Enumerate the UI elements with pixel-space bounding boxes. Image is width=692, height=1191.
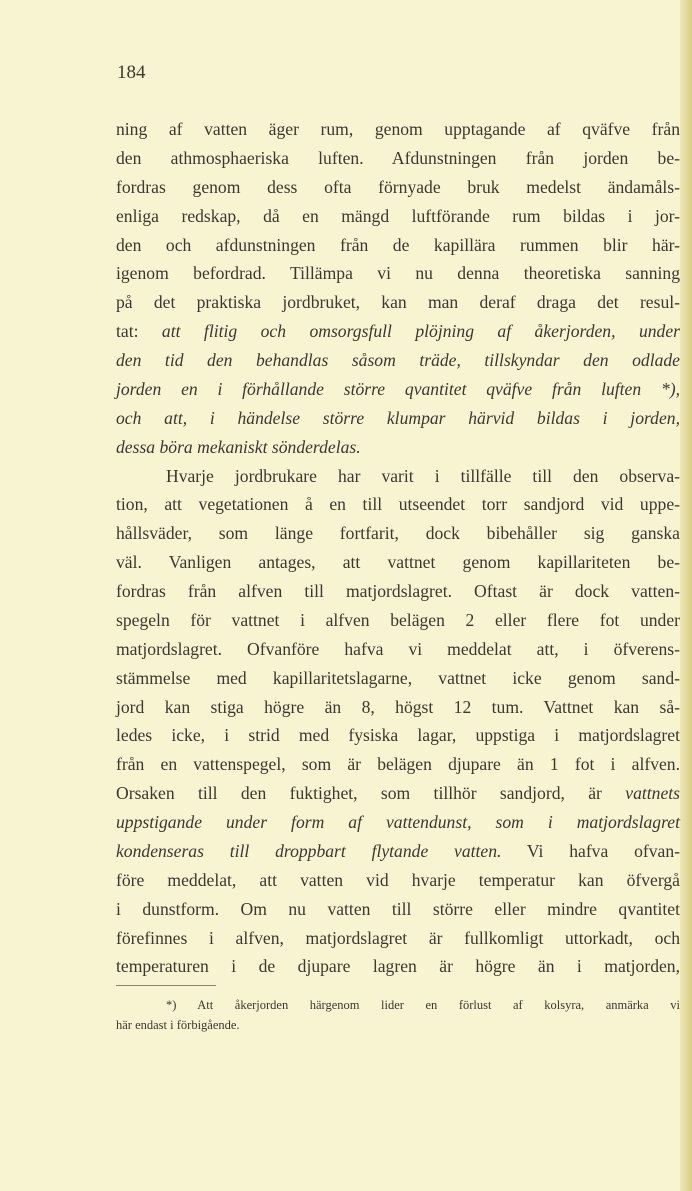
italic-text: uppstigande under form af vattendunst, som i matjordslagret bbox=[116, 812, 680, 832]
text-segment: ning af vatten äger rum, genom upptagande af qväfve från bbox=[116, 119, 680, 139]
text-segment: spegeln för vattnet i alfven belägen 2 eller flere fot under bbox=[116, 609, 680, 630]
text-segment: temperaturen i de djupare lagren är högre än i matjorden, bbox=[116, 956, 680, 977]
text-line bbox=[116, 346, 680, 375]
text-segment: matjordslagret. Ofvanföre hafva vi meddelat att, i öfverens- bbox=[116, 638, 680, 659]
text-segment: stämmelse med kapillaritetslagarne, vattnet icke genom sand- bbox=[116, 667, 680, 688]
text-line bbox=[116, 952, 680, 981]
text-line bbox=[116, 866, 680, 895]
italic-text: kondenseras till droppbart flytande vatten. bbox=[116, 840, 502, 861]
text-segment: tat: bbox=[116, 321, 162, 342]
text-segment: Vi hafva ofvan- bbox=[501, 840, 680, 861]
text-line bbox=[116, 375, 680, 404]
text-line bbox=[116, 144, 680, 173]
text-segment: den athmosphaeriska luften. Afdunstningen från jorden be- bbox=[116, 147, 680, 168]
text-line bbox=[116, 779, 680, 808]
text-line bbox=[116, 577, 680, 606]
page-edge bbox=[680, 0, 692, 1191]
text-line bbox=[116, 808, 680, 837]
text-line bbox=[116, 895, 680, 924]
text-segment: igenom befordrad. Tillämpa vi nu denna theoretiska sanning bbox=[116, 263, 680, 284]
text-segment: enliga redskap, då en mängd luftförande rum bildas i jor- bbox=[116, 205, 680, 226]
text-segment: hållsväder, som länge fortfarit, dock bibehåller sig ganska bbox=[116, 523, 680, 544]
text-segment: före meddelat, att vatten vid hvarje temperatur kan öfvergå bbox=[116, 869, 680, 890]
italic-text: jorden en i förhållande större qvantitet qväfve från luften *), bbox=[116, 378, 680, 399]
text-segment: på det praktiska jordbruket, kan man deraf draga det resul- bbox=[116, 292, 680, 313]
text-line bbox=[116, 231, 680, 260]
text-line bbox=[116, 490, 680, 519]
text-segment: väl. Vanligen antages, att vattnet genom kapillariteten be- bbox=[116, 552, 680, 573]
text-segment: fordras genom dess ofta förnyade bruk medelst ändamåls- bbox=[116, 176, 680, 197]
text-segment: fordras från alfven till matjordslagret. Oftast är dock vatten- bbox=[116, 581, 680, 601]
text-segment: den och afdunstningen från de kapillära rummen blir här- bbox=[116, 234, 680, 255]
text-line bbox=[116, 202, 680, 231]
italic-text: vattnets bbox=[625, 783, 680, 804]
text-line bbox=[116, 173, 680, 202]
footnote-line: *) Att åkerjorden härgenom lider en förlust af kolsyra, anmärka vi bbox=[166, 998, 680, 1012]
text-line bbox=[116, 664, 680, 693]
text-line bbox=[116, 519, 680, 548]
text-segment: ledes icke, i strid med fysiska lagar, uppstiga i matjordslagret bbox=[116, 725, 680, 746]
text-line bbox=[116, 462, 680, 491]
text-line bbox=[116, 635, 680, 664]
italic-text: den tid den behandlas såsom träde, tillskyndar den odlade bbox=[116, 350, 680, 370]
text-line bbox=[116, 433, 680, 462]
text-segment: jord kan stiga högre än 8, högst 12 tum. Vattnet kan så- bbox=[116, 696, 680, 717]
text-line bbox=[116, 924, 680, 953]
italic-text: dessa böra mekaniskt sönderdelas. bbox=[116, 436, 361, 457]
text-line bbox=[116, 404, 680, 433]
text-line bbox=[116, 115, 680, 144]
text-line bbox=[116, 837, 680, 866]
footnote-rule bbox=[116, 985, 216, 986]
text-segment: Hvarje jordbrukare har varit i tillfälle till den observa- bbox=[166, 465, 680, 486]
footnote-line: här endast i förbigående. bbox=[116, 1018, 240, 1032]
text-line bbox=[116, 693, 680, 722]
text-line bbox=[116, 317, 680, 346]
page-number: 184 bbox=[117, 62, 146, 83]
text-line bbox=[116, 750, 680, 779]
text-segment: Orsaken till den fuktighet, som tillhör sandjord, är bbox=[116, 783, 626, 804]
text-segment: i dunstform. Om nu vatten till större eller mindre qvantitet bbox=[116, 898, 680, 919]
body-text bbox=[116, 115, 680, 981]
italic-text: och att, i händelse större klumpar härvid bildas i jorden, bbox=[116, 407, 680, 428]
text-line bbox=[116, 721, 680, 750]
text-line bbox=[116, 288, 680, 317]
text-line bbox=[116, 259, 680, 288]
text-segment: från en vattenspegel, som är belägen djupare än 1 fot i alfven. bbox=[116, 754, 680, 775]
italic-text: att flitig och omsorgsfull plöjning af åkerjorden, under bbox=[161, 321, 680, 342]
text-line bbox=[116, 606, 680, 635]
text-segment: förefinnes i alfven, matjordslagret är fullkomligt uttorkadt, och bbox=[116, 927, 680, 948]
footnote bbox=[116, 995, 680, 1035]
text-segment: tion, att vegetationen å en till utseendet torr sandjord vid uppe- bbox=[116, 494, 680, 515]
text-line bbox=[116, 548, 680, 577]
